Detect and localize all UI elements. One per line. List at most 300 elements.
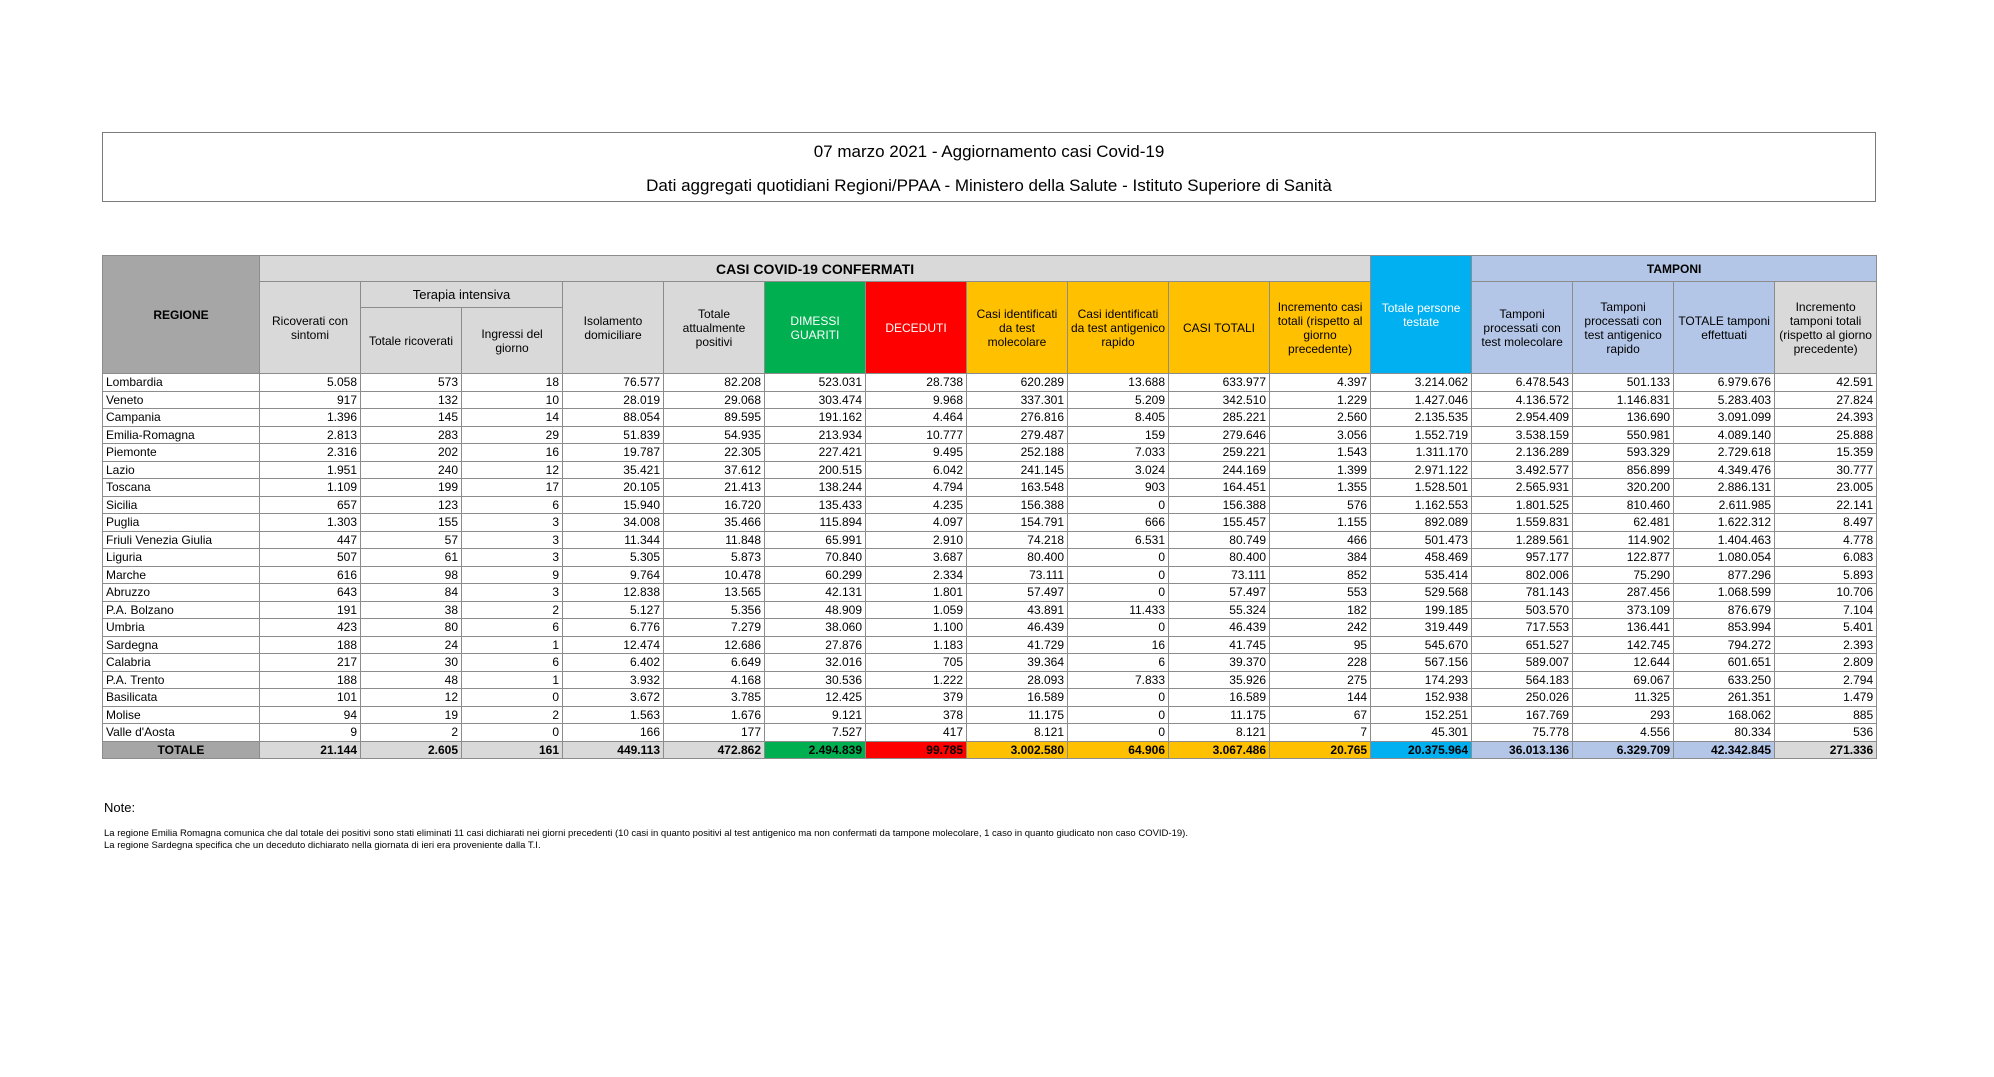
value-cell: 3 (462, 531, 563, 549)
value-cell: 244.169 (1169, 461, 1270, 479)
value-cell: 903 (1068, 479, 1169, 497)
value-cell: 1.146.831 (1573, 391, 1674, 409)
table-row (103, 724, 1877, 742)
value-cell: 2.954.409 (1472, 409, 1573, 427)
value-cell: 275 (1270, 671, 1371, 689)
value-cell: 16.589 (967, 689, 1068, 707)
value-cell: 1.399 (1270, 461, 1371, 479)
value-cell: 8.121 (1169, 724, 1270, 742)
total-value-cell: 36.013.136 (1472, 741, 1573, 759)
value-cell: 5.401 (1775, 619, 1877, 637)
value-cell: 378 (866, 706, 967, 724)
value-cell: 94 (260, 706, 361, 724)
value-cell: 35.466 (664, 514, 765, 532)
region-name-cell: Calabria (103, 654, 260, 672)
value-cell: 802.006 (1472, 566, 1573, 584)
value-cell: 135.433 (765, 496, 866, 514)
value-cell: 373.109 (1573, 601, 1674, 619)
total-value-cell: 271.336 (1775, 741, 1877, 759)
region-name-cell: Marche (103, 566, 260, 584)
region-name-cell: Liguria (103, 549, 260, 567)
value-cell: 145 (361, 409, 462, 427)
value-cell: 5.127 (563, 601, 664, 619)
value-cell: 1.801.525 (1472, 496, 1573, 514)
value-cell: 46.439 (1169, 619, 1270, 637)
value-cell: 2.910 (866, 531, 967, 549)
value-cell: 0 (462, 689, 563, 707)
value-cell: 8.405 (1068, 409, 1169, 427)
value-cell: 2.393 (1775, 636, 1877, 654)
value-cell: 1.109 (260, 479, 361, 497)
value-cell: 1.311.170 (1371, 444, 1472, 462)
table-row (103, 391, 1877, 409)
value-cell: 9 (260, 724, 361, 742)
value-cell: 21.413 (664, 479, 765, 497)
value-cell: 276.816 (967, 409, 1068, 427)
value-cell: 32.016 (765, 654, 866, 672)
value-cell: 43.891 (967, 601, 1068, 619)
value-cell: 1.155 (1270, 514, 1371, 532)
value-cell: 7.033 (1068, 444, 1169, 462)
value-cell: 3.785 (664, 689, 765, 707)
value-cell: 28.093 (967, 671, 1068, 689)
value-cell: 1.100 (866, 619, 967, 637)
value-cell: 159 (1068, 426, 1169, 444)
value-cell: 29 (462, 426, 563, 444)
value-cell: 10.706 (1775, 584, 1877, 602)
value-cell: 4.556 (1573, 724, 1674, 742)
value-cell: 1.303 (260, 514, 361, 532)
region-name-cell: Toscana (103, 479, 260, 497)
table-row (103, 706, 1877, 724)
value-cell: 1.552.719 (1371, 426, 1472, 444)
value-cell: 82.208 (664, 374, 765, 392)
value-cell: 337.301 (967, 391, 1068, 409)
value-cell: 633.977 (1169, 374, 1270, 392)
value-cell: 0 (1068, 619, 1169, 637)
value-cell: 18 (462, 374, 563, 392)
value-cell: 11.175 (1169, 706, 1270, 724)
header-incremento-casi: Incremento casi totali (rispetto al giorno precedente) (1270, 282, 1371, 374)
value-cell: 1.622.312 (1674, 514, 1775, 532)
value-cell: 283 (361, 426, 462, 444)
value-cell: 25.888 (1775, 426, 1877, 444)
total-value-cell: 472.862 (664, 741, 765, 759)
value-cell: 136.441 (1573, 619, 1674, 637)
value-cell: 5.283.403 (1674, 391, 1775, 409)
value-cell: 616 (260, 566, 361, 584)
value-cell: 166 (563, 724, 664, 742)
value-cell: 30 (361, 654, 462, 672)
value-cell: 12 (361, 689, 462, 707)
value-cell: 885 (1775, 706, 1877, 724)
header-terapia-intensiva: Terapia intensiva (361, 282, 563, 308)
value-cell: 9.764 (563, 566, 664, 584)
value-cell: 6 (462, 654, 563, 672)
value-cell: 182 (1270, 601, 1371, 619)
value-cell: 4.794 (866, 479, 967, 497)
header-deceduti: DECEDUTI (866, 282, 967, 374)
value-cell: 10 (462, 391, 563, 409)
value-cell: 4.136.572 (1472, 391, 1573, 409)
value-cell: 23.005 (1775, 479, 1877, 497)
value-cell: 293 (1573, 706, 1674, 724)
value-cell: 601.651 (1674, 654, 1775, 672)
value-cell: 0 (1068, 549, 1169, 567)
region-name-cell: Puglia (103, 514, 260, 532)
value-cell: 168.062 (1674, 706, 1775, 724)
value-cell: 242 (1270, 619, 1371, 637)
value-cell: 11.848 (664, 531, 765, 549)
value-cell: 30.777 (1775, 461, 1877, 479)
value-cell: 191.162 (765, 409, 866, 427)
value-cell: 553 (1270, 584, 1371, 602)
value-cell: 27.876 (765, 636, 866, 654)
value-cell: 2.809 (1775, 654, 1877, 672)
value-cell: 279.646 (1169, 426, 1270, 444)
value-cell: 810.460 (1573, 496, 1674, 514)
value-cell: 8.121 (967, 724, 1068, 742)
value-cell: 74.218 (967, 531, 1068, 549)
value-cell: 156.388 (967, 496, 1068, 514)
value-cell: 7.104 (1775, 601, 1877, 619)
value-cell: 12.838 (563, 584, 664, 602)
note-line: La regione Sardegna specifica che un deceduto dichiarato nella giornata di ieri era proveniente dalla T.I. (104, 840, 541, 851)
total-value-cell: 3.067.486 (1169, 741, 1270, 759)
value-cell: 38 (361, 601, 462, 619)
value-cell: 0 (1068, 584, 1169, 602)
value-cell: 35.421 (563, 461, 664, 479)
value-cell: 259.221 (1169, 444, 1270, 462)
header-tamponi: TAMPONI (1472, 256, 1877, 282)
value-cell: 24.393 (1775, 409, 1877, 427)
value-cell: 1.183 (866, 636, 967, 654)
total-value-cell: 20.375.964 (1371, 741, 1472, 759)
value-cell: 101 (260, 689, 361, 707)
value-cell: 62.481 (1573, 514, 1674, 532)
value-cell: 852 (1270, 566, 1371, 584)
value-cell: 7.833 (1068, 671, 1169, 689)
table-row (103, 566, 1877, 584)
value-cell: 10.777 (866, 426, 967, 444)
value-cell: 46.439 (967, 619, 1068, 637)
total-value-cell: 449.113 (563, 741, 664, 759)
value-cell: 177 (664, 724, 765, 742)
value-cell: 4.168 (664, 671, 765, 689)
value-cell: 6.478.543 (1472, 374, 1573, 392)
value-cell: 6.083 (1775, 549, 1877, 567)
header-casi-totali: CASI TOTALI (1169, 282, 1270, 374)
region-name-cell: P.A. Bolzano (103, 601, 260, 619)
value-cell: 42.131 (765, 584, 866, 602)
value-cell: 227.421 (765, 444, 866, 462)
value-cell: 22.305 (664, 444, 765, 462)
value-cell: 287.456 (1573, 584, 1674, 602)
value-cell: 536 (1775, 724, 1877, 742)
value-cell: 9.121 (765, 706, 866, 724)
value-cell: 80.400 (967, 549, 1068, 567)
region-name-cell: P.A. Trento (103, 671, 260, 689)
value-cell: 163.548 (967, 479, 1068, 497)
value-cell: 1.222 (866, 671, 967, 689)
value-cell: 132 (361, 391, 462, 409)
value-cell: 877.296 (1674, 566, 1775, 584)
value-cell: 98 (361, 566, 462, 584)
value-cell: 4.097 (866, 514, 967, 532)
value-cell: 228 (1270, 654, 1371, 672)
value-cell: 5.305 (563, 549, 664, 567)
header-attualmente-positivi: Totale attualmente positivi (664, 282, 765, 374)
table-row (103, 374, 1877, 392)
value-cell: 1.801 (866, 584, 967, 602)
region-name-cell: Basilicata (103, 689, 260, 707)
header-ingressi-giorno: Ingressi del giorno (462, 308, 563, 374)
value-cell: 303.474 (765, 391, 866, 409)
value-cell: 633.250 (1674, 671, 1775, 689)
table-row (103, 409, 1877, 427)
report-title: 07 marzo 2021 - Aggiornamento casi Covid-19 (813, 142, 1165, 161)
total-value-cell: 99.785 (866, 741, 967, 759)
value-cell: 16 (462, 444, 563, 462)
value-cell: 39.370 (1169, 654, 1270, 672)
value-cell: 6.979.676 (1674, 374, 1775, 392)
region-name-cell: Campania (103, 409, 260, 427)
value-cell: 1.951 (260, 461, 361, 479)
value-cell: 16 (1068, 636, 1169, 654)
header-incremento-tamponi: Incremento tamponi totali (rispetto al giorno precedente) (1775, 282, 1877, 374)
table-row (103, 514, 1877, 532)
header-casi-molecolare: Casi identificati da test molecolare (967, 282, 1068, 374)
value-cell: 3.672 (563, 689, 664, 707)
value-cell: 0 (1068, 706, 1169, 724)
region-name-cell: Abruzzo (103, 584, 260, 602)
value-cell: 5.209 (1068, 391, 1169, 409)
value-cell: 6 (462, 496, 563, 514)
value-cell: 12.474 (563, 636, 664, 654)
value-cell: 155.457 (1169, 514, 1270, 532)
value-cell: 2.565.931 (1472, 479, 1573, 497)
value-cell: 2.886.131 (1674, 479, 1775, 497)
value-cell: 154.791 (967, 514, 1068, 532)
header-regione: REGIONE (103, 256, 260, 374)
region-name-cell: Friuli Venezia Giulia (103, 531, 260, 549)
value-cell: 55.324 (1169, 601, 1270, 619)
value-cell: 12.644 (1573, 654, 1674, 672)
value-cell: 19.787 (563, 444, 664, 462)
value-cell: 48 (361, 671, 462, 689)
value-cell: 4.464 (866, 409, 967, 427)
value-cell: 13.565 (664, 584, 765, 602)
total-row (103, 741, 1877, 759)
value-cell: 57 (361, 531, 462, 549)
value-cell: 0 (462, 724, 563, 742)
value-cell: 589.007 (1472, 654, 1573, 672)
value-cell: 1.427.046 (1371, 391, 1472, 409)
value-cell: 466 (1270, 531, 1371, 549)
value-cell: 3.024 (1068, 461, 1169, 479)
header-tamponi-antigenico: Tamponi processati con test antigenico rapido (1573, 282, 1674, 374)
value-cell: 11.344 (563, 531, 664, 549)
value-cell: 423 (260, 619, 361, 637)
value-cell: 10.478 (664, 566, 765, 584)
value-cell: 0 (1068, 689, 1169, 707)
value-cell: 550.981 (1573, 426, 1674, 444)
table-row (103, 531, 1877, 549)
table-row (103, 619, 1877, 637)
value-cell: 447 (260, 531, 361, 549)
value-cell: 13.688 (1068, 374, 1169, 392)
value-cell: 794.272 (1674, 636, 1775, 654)
value-cell: 11.433 (1068, 601, 1169, 619)
value-cell: 142.745 (1573, 636, 1674, 654)
value-cell: 501.473 (1371, 531, 1472, 549)
header-isolamento: Isolamento domiciliare (563, 282, 664, 374)
value-cell: 174.293 (1371, 671, 1472, 689)
value-cell: 2.611.985 (1674, 496, 1775, 514)
value-cell: 3.214.062 (1371, 374, 1472, 392)
value-cell: 11.325 (1573, 689, 1674, 707)
total-value-cell: 20.765 (1270, 741, 1371, 759)
table-row (103, 689, 1877, 707)
value-cell: 76.577 (563, 374, 664, 392)
value-cell: 136.690 (1573, 409, 1674, 427)
value-cell: 2.135.535 (1371, 409, 1472, 427)
total-value-cell: 161 (462, 741, 563, 759)
value-cell: 6.042 (866, 461, 967, 479)
value-cell: 3.538.159 (1472, 426, 1573, 444)
value-cell: 0 (1068, 724, 1169, 742)
value-cell: 1.059 (866, 601, 967, 619)
value-cell: 535.414 (1371, 566, 1472, 584)
value-cell: 19 (361, 706, 462, 724)
value-cell: 1.479 (1775, 689, 1877, 707)
value-cell: 379 (866, 689, 967, 707)
value-cell: 12.686 (664, 636, 765, 654)
value-cell: 503.570 (1472, 601, 1573, 619)
value-cell: 876.679 (1674, 601, 1775, 619)
value-cell: 5.893 (1775, 566, 1877, 584)
header-casi-antigenico: Casi identificati da test antigenico rapido (1068, 282, 1169, 374)
value-cell: 1.528.501 (1371, 479, 1472, 497)
value-cell: 501.133 (1573, 374, 1674, 392)
value-cell: 0 (1068, 496, 1169, 514)
value-cell: 6 (462, 619, 563, 637)
value-cell: 164.451 (1169, 479, 1270, 497)
header-totale-ricoverati: Totale ricoverati (361, 308, 462, 374)
value-cell: 28.019 (563, 391, 664, 409)
value-cell: 2 (462, 601, 563, 619)
value-cell: 88.054 (563, 409, 664, 427)
value-cell: 781.143 (1472, 584, 1573, 602)
value-cell: 7.527 (765, 724, 866, 742)
table-row (103, 461, 1877, 479)
value-cell: 12.425 (765, 689, 866, 707)
value-cell: 14 (462, 409, 563, 427)
value-cell: 1 (462, 636, 563, 654)
value-cell: 342.510 (1169, 391, 1270, 409)
value-cell: 34.008 (563, 514, 664, 532)
value-cell: 38.060 (765, 619, 866, 637)
table-row (103, 671, 1877, 689)
value-cell: 856.899 (1573, 461, 1674, 479)
table-row (103, 584, 1877, 602)
value-cell: 122.877 (1573, 549, 1674, 567)
value-cell: 199.185 (1371, 601, 1472, 619)
header-tamponi-molecolare: Tamponi processati con test molecolare (1472, 282, 1573, 374)
report-title-box (102, 132, 1876, 202)
total-label-cell: TOTALE (103, 741, 260, 759)
value-cell: 75.778 (1472, 724, 1573, 742)
total-value-cell: 21.144 (260, 741, 361, 759)
value-cell: 2 (361, 724, 462, 742)
value-cell: 319.449 (1371, 619, 1472, 637)
value-cell: 620.289 (967, 374, 1068, 392)
value-cell: 250.026 (1472, 689, 1573, 707)
value-cell: 80.334 (1674, 724, 1775, 742)
value-cell: 4.397 (1270, 374, 1371, 392)
value-cell: 241.145 (967, 461, 1068, 479)
header-ricoverati-sintomi: Ricoverati con sintomi (260, 282, 361, 374)
value-cell: 42.591 (1775, 374, 1877, 392)
value-cell: 152.251 (1371, 706, 1472, 724)
value-cell: 16.720 (664, 496, 765, 514)
covid-cases-table (102, 255, 1877, 759)
region-name-cell: Lazio (103, 461, 260, 479)
value-cell: 4.778 (1775, 531, 1877, 549)
value-cell: 213.934 (765, 426, 866, 444)
value-cell: 417 (866, 724, 967, 742)
value-cell: 73.111 (1169, 566, 1270, 584)
value-cell: 123 (361, 496, 462, 514)
value-cell: 41.729 (967, 636, 1068, 654)
value-cell: 1 (462, 671, 563, 689)
value-cell: 54.935 (664, 426, 765, 444)
value-cell: 95 (1270, 636, 1371, 654)
value-cell: 152.938 (1371, 689, 1472, 707)
value-cell: 22.141 (1775, 496, 1877, 514)
value-cell: 651.527 (1472, 636, 1573, 654)
value-cell: 666 (1068, 514, 1169, 532)
value-cell: 45.301 (1371, 724, 1472, 742)
value-cell: 6.776 (563, 619, 664, 637)
value-cell: 188 (260, 636, 361, 654)
total-value-cell: 2.605 (361, 741, 462, 759)
region-name-cell: Emilia-Romagna (103, 426, 260, 444)
value-cell: 1.229 (1270, 391, 1371, 409)
value-cell: 51.839 (563, 426, 664, 444)
value-cell: 2.729.618 (1674, 444, 1775, 462)
value-cell: 80.400 (1169, 549, 1270, 567)
value-cell: 917 (260, 391, 361, 409)
value-cell: 75.290 (1573, 566, 1674, 584)
value-cell: 892.089 (1371, 514, 1472, 532)
region-name-cell: Piemonte (103, 444, 260, 462)
table-row (103, 479, 1877, 497)
value-cell: 16.589 (1169, 689, 1270, 707)
value-cell: 1.355 (1270, 479, 1371, 497)
value-cell: 27.824 (1775, 391, 1877, 409)
value-cell: 3.687 (866, 549, 967, 567)
value-cell: 3.932 (563, 671, 664, 689)
value-cell: 2.813 (260, 426, 361, 444)
table-row (103, 601, 1877, 619)
region-name-cell: Lombardia (103, 374, 260, 392)
region-name-cell: Molise (103, 706, 260, 724)
value-cell: 138.244 (765, 479, 866, 497)
header-dimessi-guariti: DIMESSI GUARITI (765, 282, 866, 374)
region-name-cell: Sicilia (103, 496, 260, 514)
value-cell: 529.568 (1371, 584, 1472, 602)
